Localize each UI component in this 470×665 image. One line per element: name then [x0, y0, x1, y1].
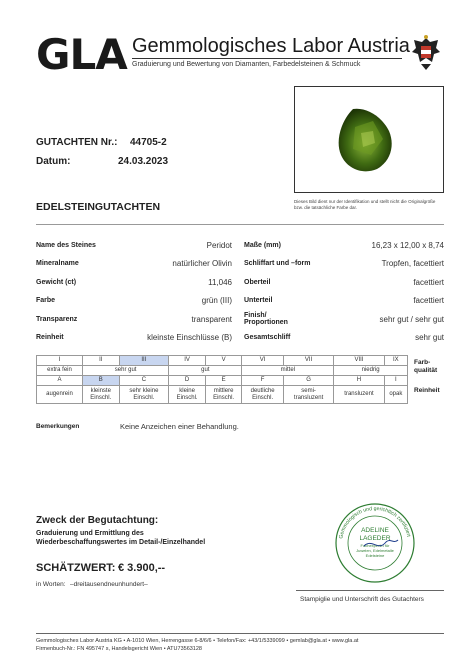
property-left-value: natürlicher Olivin: [172, 259, 232, 269]
property-left-value: 11,046: [208, 277, 232, 287]
grading-scales: [36, 355, 408, 404]
property-left-row: [36, 292, 232, 311]
property-right-row: [244, 329, 444, 348]
color-grade-cell: IX: [384, 356, 407, 366]
report-number: 44705-2: [130, 137, 167, 148]
property-right-label: Unterteil: [244, 297, 273, 305]
grade-table: [36, 355, 408, 404]
property-left-row: [36, 310, 232, 329]
property-right-label: Schliffart und –form: [244, 260, 311, 268]
report-number-label: GUTACHTEN Nr.:: [36, 137, 118, 148]
clarity-desc-cell: kleine Einschl.: [169, 386, 206, 404]
clarity-grade-cell: F: [242, 376, 284, 386]
signature-caption: Stampiglie und Unterschrift des Gutachters: [300, 596, 424, 603]
remarks-text: Keine Anzeichen einer Behandlung.: [120, 422, 239, 431]
clarity-desc-cell: deutliche Einschl.: [242, 386, 284, 404]
color-group-cell: extra fein: [37, 366, 83, 376]
clarity-desc-cell: transluzent: [334, 386, 384, 404]
remarks-label: Bemerkungen: [36, 423, 80, 430]
clarity-desc-cell: augenrein: [37, 386, 83, 404]
property-left-label: Farbe: [36, 297, 56, 305]
valuation-label: SCHÄTZWERT:: [36, 562, 116, 574]
property-left-label: Name des Steines: [36, 241, 96, 249]
peridot-gem-image: [295, 87, 443, 192]
clarity-grade-cell: G: [283, 376, 333, 386]
valuation-value: € 3.900,--: [118, 562, 166, 574]
property-right-value: facettiert: [413, 277, 444, 287]
properties-right: [244, 236, 444, 347]
property-right-label: Gesamtschliff: [244, 334, 291, 342]
seal-name-2: LAGEDER: [359, 535, 391, 542]
property-right-value: Tropfen, facettiert: [381, 259, 444, 269]
color-group-cell: sehr gut: [82, 366, 168, 376]
clarity-desc-cell: sehr kleine Einschl.: [119, 386, 169, 404]
property-right-value: facettiert: [413, 296, 444, 306]
purpose-line-1: Graduierung und Ermittlung des: [36, 530, 144, 537]
property-right-row: [244, 292, 444, 311]
color-quality-label: Farb- qualität: [414, 359, 438, 374]
clarity-grade-cell: B: [82, 376, 119, 386]
property-right-row: [244, 255, 444, 274]
gla-logo: GLA: [36, 30, 127, 79]
austrian-eagle-crest-icon: [408, 34, 444, 74]
footer-registry: Firmenbuch-Nr.: FN 495747 s, Handelsgericht Wien • ATU73563128: [36, 646, 202, 652]
property-right-value: sehr gut / sehr gut: [379, 314, 444, 324]
color-grade-cell: VIII: [334, 356, 384, 366]
color-group-cell: gut: [169, 366, 242, 376]
clarity-grade-cell: I: [384, 376, 407, 386]
expert-seal-stamp: [334, 502, 416, 584]
clarity-label: Reinheit: [414, 387, 440, 394]
color-grade-cell: VII: [283, 356, 333, 366]
clarity-grade-cell: A: [37, 376, 83, 386]
photo-disclaimer: Dieses Bild dient nur der Identifikation und stellt nicht die Originalgröße bzw. die tatsächliche Farbe dar.: [294, 199, 436, 210]
property-left-row: [36, 329, 232, 348]
property-left-label: Mineralname: [36, 260, 79, 268]
header-rule: [132, 58, 402, 59]
report-title: EDELSTEINGUTACHTEN: [36, 201, 161, 213]
valuation-words: –dreitausendneunhundert–: [70, 581, 148, 588]
clarity-desc-cell: opak: [384, 386, 407, 404]
color-grade-cell: V: [205, 356, 242, 366]
color-group-cell: niedrig: [334, 366, 408, 376]
footer-address: Gemmologisches Labor Austria KG • A-1010 Wien, Herrengasse 6-8/6/6 • Telefon/Fax: +43/1/5339099 • gemlab@gla.at • www.gla.at: [36, 638, 359, 644]
purpose-line-2: Wiederbeschaffungswertes im Detail-/Einzelhandel: [36, 539, 206, 546]
signature-rule: [296, 590, 444, 591]
lab-title: Gemmologisches Labor Austria: [132, 35, 410, 57]
color-group-cell: mittel: [242, 366, 334, 376]
properties-left: [36, 236, 232, 347]
property-left-row: [36, 273, 232, 292]
seal-line-5: Edelsteine: [365, 553, 385, 558]
property-right-label: Finish/ Proportionen: [244, 312, 288, 327]
report-date-label: Datum:: [36, 156, 71, 167]
property-right-row: [244, 236, 444, 255]
purpose-title: Zweck der Begutachtung:: [36, 515, 159, 526]
valuation-words-label: in Worten:: [36, 581, 66, 588]
clarity-grade-cell: C: [119, 376, 169, 386]
clarity-desc-cell: mittlere Einschl.: [205, 386, 242, 404]
color-grade-cell: VI: [242, 356, 284, 366]
gemstone-photo-frame: [294, 86, 444, 193]
seal-ring-text: Gemmologisch und gerichtlich zertifiziert: [338, 505, 412, 540]
section-rule: [36, 224, 444, 225]
clarity-desc-cell: semi- transluzent: [283, 386, 333, 404]
clarity-grade-cell: E: [205, 376, 242, 386]
property-right-value: sehr gut: [415, 333, 444, 343]
report-date: 24.03.2023: [118, 156, 169, 167]
property-right-row: [244, 310, 444, 329]
seal-line-4: Juwelen, Edelmetalle: [356, 548, 394, 553]
property-left-label: Reinheit: [36, 334, 64, 342]
property-right-label: Maße (mm): [244, 241, 281, 249]
clarity-grade-cell: H: [334, 376, 384, 386]
property-left-label: Transparenz: [36, 315, 78, 323]
seal-line-3: Fachexpertin für: [360, 543, 390, 548]
property-right-row: [244, 273, 444, 292]
property-right-value: 16,23 x 12,00 x 8,74: [371, 240, 444, 250]
seal-name-1: ADELINE: [361, 527, 389, 534]
property-left-row: [36, 236, 232, 255]
property-left-value: grün (III): [201, 296, 232, 306]
clarity-desc-cell: kleinste Einschl.: [82, 386, 119, 404]
property-left-value: transparent: [191, 314, 232, 324]
property-right-label: Oberteil: [244, 278, 271, 286]
footer-rule: [36, 633, 444, 634]
property-left-value: Peridot: [206, 240, 232, 250]
color-grade-cell: II: [82, 356, 119, 366]
color-grade-cell: I: [37, 356, 83, 366]
color-grade-cell: IV: [169, 356, 206, 366]
color-grade-cell: III: [119, 356, 169, 366]
clarity-grade-cell: D: [169, 376, 206, 386]
property-left-label: Gewicht (ct): [36, 278, 77, 286]
property-left-row: [36, 255, 232, 274]
lab-subtitle: Graduierung und Bewertung von Diamanten, Farbedelsteinen & Schmuck: [132, 61, 361, 68]
property-left-value: kleinste Einschlüsse (B): [147, 333, 232, 343]
